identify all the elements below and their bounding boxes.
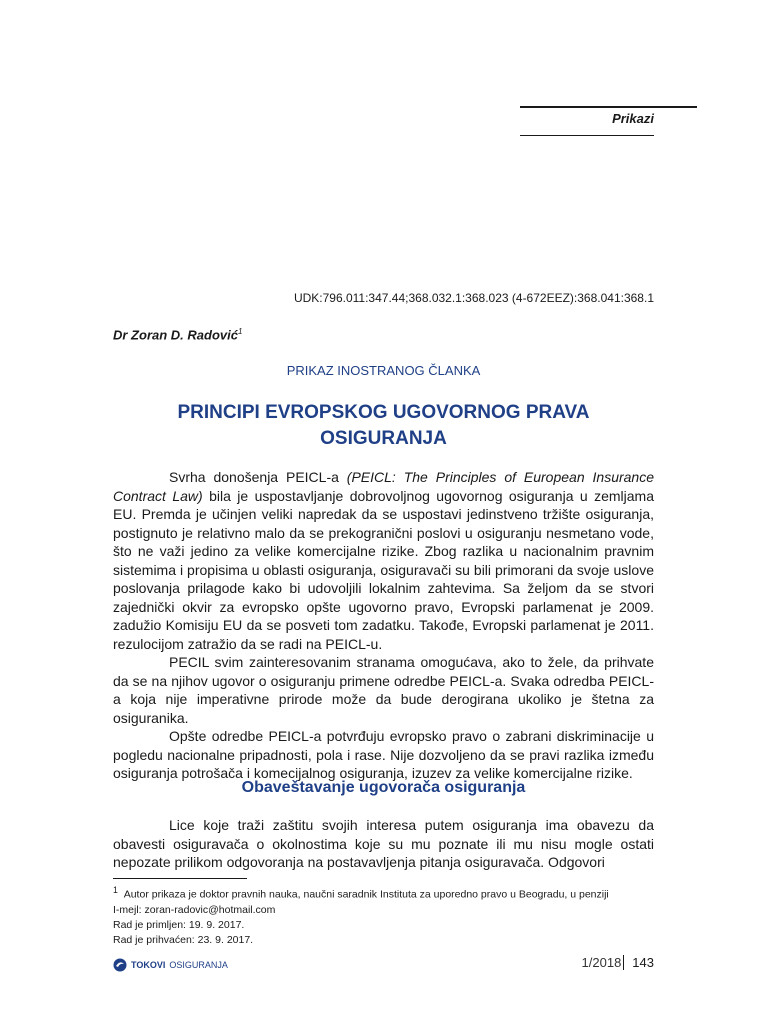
footnote-email: I-mejl: zoran-radovic@hotmail.com bbox=[113, 903, 276, 916]
author-footnote-mark: 1 bbox=[237, 327, 243, 336]
page-info bbox=[520, 955, 654, 970]
header-top-rule bbox=[520, 106, 697, 108]
running-header-section: Prikazi bbox=[612, 111, 654, 126]
journal-logo bbox=[113, 957, 228, 973]
footnote-accepted: Rad je prihvaćen: 23. 9. 2017. bbox=[113, 933, 254, 946]
footnote-1-text: Autor prikaza je doktor pravnih nauka, naučni saradnik Instituta za uporedno pravo u Beogradu, u penziji bbox=[123, 888, 609, 901]
footnote-1 bbox=[113, 883, 669, 903]
footnote-received: Rad je primljen: 19. 9. 2017. bbox=[113, 918, 245, 931]
logo-word-osiguranja: OSIGURANJA bbox=[169, 960, 228, 970]
section-heading: Obaveštavanje ugovorača osiguranja bbox=[241, 779, 526, 796]
logo-word-tokovi: TOKOVI bbox=[131, 960, 166, 970]
page-number: 143 bbox=[632, 955, 654, 970]
paragraph-1-rest: bila je uspostavljanje dobrovoljnog ugovornog osiguranja u zemljama EU. Premda je učinjen veliki napredak da se uspostavi jedinstveno tržište osiguranja, postignuto je relativno malo da se prekogranični poslovi u osiguranju nesmetano vode, što ne važi jedino za velike komercijalne rizike. Zbog razlika u nacionalnim pravnim sistemima i propisima u oblasti osiguranja, osiguravači su bili primorani da svoje uslove poslovanja prilagode kako bi udovoljili lokalnim zahtevima. Sa željom da se stvori zajednički okvir za evropsko opšte ugovorno pravo, Evropski parlamenat je 2009. zadužio Komisiju EU da se posveti tom zadatku. Takođe, Evropski parlamenat je 2011. rezulocijom zatražio da se radi na PEICL-u. bbox=[113, 487, 654, 652]
logo-swirl-icon bbox=[113, 958, 127, 972]
udk-classification: UDK:796.011:347.44;368.032.1:368.023 (4-672EEZ):368.041:368.1 bbox=[293, 291, 654, 305]
footnote-mark: 1 bbox=[113, 885, 118, 895]
paragraph-3: Opšte odredbe PEICL-a potvrđuju evropsko pravo o zabrani diskriminacije u pogledu nacionalne pripadnosti, pola i rase. Nije dozvoljeno da se pravi razlika između osiguranja potrošača i komecijalnog osiguranja, izuzev za velike komercijalne rizike. bbox=[113, 728, 654, 781]
article-type: PRIKAZ INOSTRANOG ČLANKA bbox=[286, 363, 481, 378]
author-name: Dr Zoran D. Radović bbox=[113, 327, 238, 343]
issue-number: 1/2018 bbox=[581, 955, 622, 970]
paragraph-4: Lice koje traži zaštitu svojih interesa putem osiguranja ima obavezu da obavesti osiguravača o okolnostima koje su mu poznate ili mu nisu mogle ostati nepozate prilikom odgovoranja na postavavljenja pitanja osiguravača. Odgovori bbox=[113, 817, 654, 870]
header-bottom-rule bbox=[520, 135, 654, 136]
footnote-rule bbox=[113, 878, 247, 879]
body-section-2 bbox=[113, 816, 654, 872]
paragraph-1 bbox=[113, 468, 654, 653]
paragraph-1-italic: (PEICL: The Principles of European Insurance Contract Law) bbox=[113, 469, 654, 504]
paragraph-1-start: Svrha donošenja PEICL-a bbox=[169, 469, 347, 485]
page-separator bbox=[623, 955, 624, 970]
body-section-1 bbox=[113, 468, 654, 783]
paragraph-2: PECIL svim zainteresovanim stranama omogućava, ako to žele, da prihvate da se na njihov ugovor o osiguranju primene odredbe PEICL-a. Svaka odredba PEICL-a koja nije imperativne prirode može da bude derogirana ukoliko je štetna za osiguranika. bbox=[113, 654, 654, 726]
footnotes bbox=[113, 883, 669, 948]
author-line bbox=[113, 327, 242, 342]
article-title: PRINCIPI EVROPSKOG UGOVORNOG PRAVA OSIGURANJA bbox=[177, 402, 590, 449]
